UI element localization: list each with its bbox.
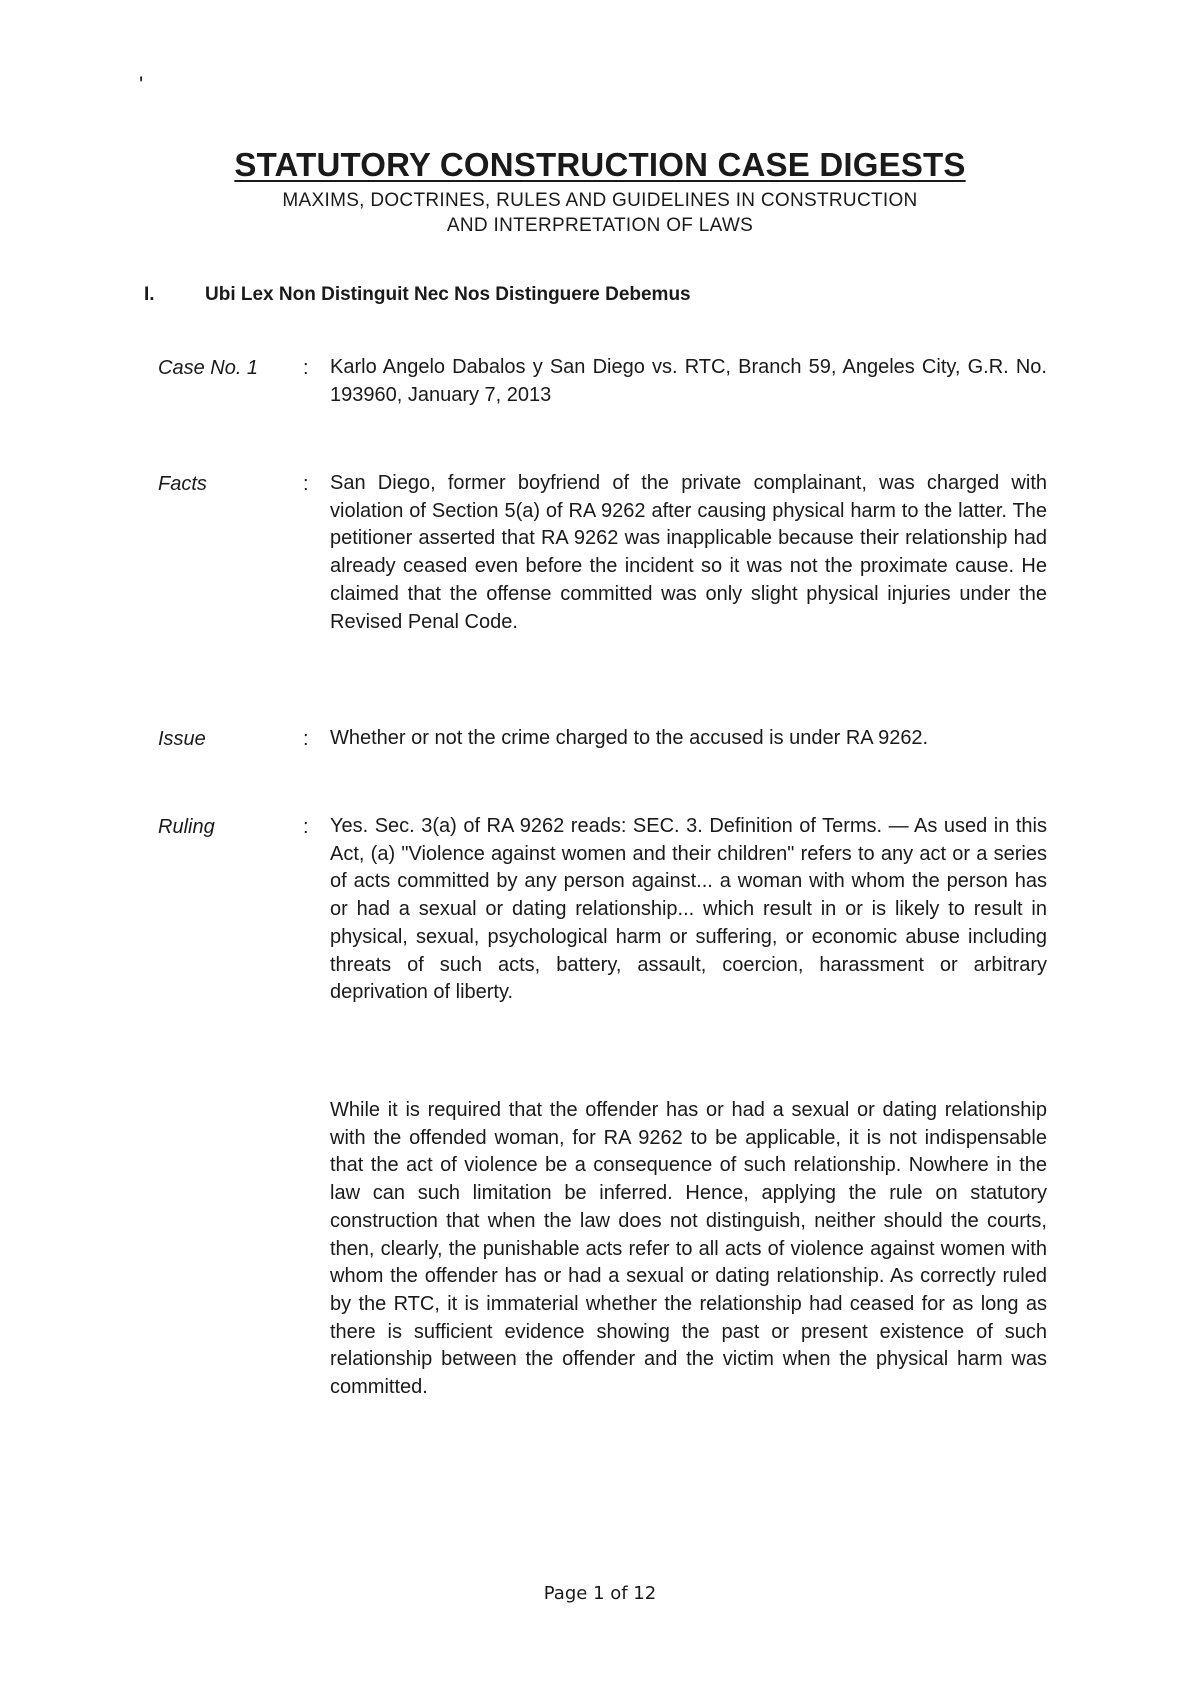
ruling-label: Ruling	[158, 816, 215, 838]
section-title: Ubi Lex Non Distinguit Nec Nos Distinguere Debemus	[205, 284, 691, 305]
issue-colon: :	[303, 728, 309, 750]
document-subtitle-line2: AND INTERPRETATION OF LAWS	[446, 215, 754, 236]
document-subtitle-line1: MAXIMS, DOCTRINES, RULES AND GUIDELINES IN CONSTRUCTION	[282, 190, 918, 211]
case-no-text: Karlo Angelo Dabalos y San Diego vs. RTC, Branch 59, Angeles City, G.R. No. 193960, January 7, 2013	[330, 356, 1047, 406]
ruling-text-continued: While it is required that the offender has or had a sexual or dating relationship with the offended woman, for RA 9262 to be applicable, it is not indispensable that the act of violence be a consequence of such relationship. Nowhere in the law can such limitation be inferred. Hence, applying the rule on statutory construction that when the law does not distinguish, neither should the courts, then, clearly, the punishable acts refer to all acts of violence against women with whom the offender has or had a sexual or dating relationship. As correctly ruled by the RTC, it is immaterial whether the relationship had ceased for as long as there is sufficient evidence showing the past or present existence of such relationship between the offender and the victim when the physical harm was committed.	[330, 1099, 1047, 1399]
page-number: Page 1 of 12	[543, 1583, 657, 1604]
document-title: STATUTORY CONSTRUCTION CASE DIGESTS	[234, 146, 966, 183]
ruling-text: Yes. Sec. 3(a) of RA 9262 reads: SEC. 3. Definition of Terms. — As used in this Act, (a) "Violence against women and their children" refers to any act or a series of acts committed by any person against... a woman with whom the person has or had a sexual or dating relationship... which result in or is likely to result in physical, sexual, psychological harm or suffering, or economic abuse including threats of such acts, battery, assault, coercion, harassment or arbitrary deprivation of liberty.	[330, 815, 1047, 1004]
case-no-colon: :	[303, 357, 309, 379]
issue-label: Issue	[158, 728, 206, 750]
ruling-colon: :	[303, 816, 309, 838]
issue-text: Whether or not the crime charged to the accused is under RA 9262.	[330, 727, 929, 749]
facts-label: Facts	[158, 473, 207, 495]
section-number: I.	[144, 284, 155, 305]
corner-mark: '	[139, 72, 144, 97]
case-no-label: Case No. 1	[158, 357, 259, 379]
facts-text: San Diego, former boyfriend of the private complainant, was charged with violation of Section 5(a) of RA 9262 after causing physical harm to the latter. The petitioner asserted that RA 9262 was inapplicable because their relationship had already ceased even before the incident so it was not the proximate cause. He claimed that the offense committed was only slight physical injuries under the Revised Penal Code.	[330, 472, 1047, 633]
facts-colon: :	[303, 473, 309, 495]
